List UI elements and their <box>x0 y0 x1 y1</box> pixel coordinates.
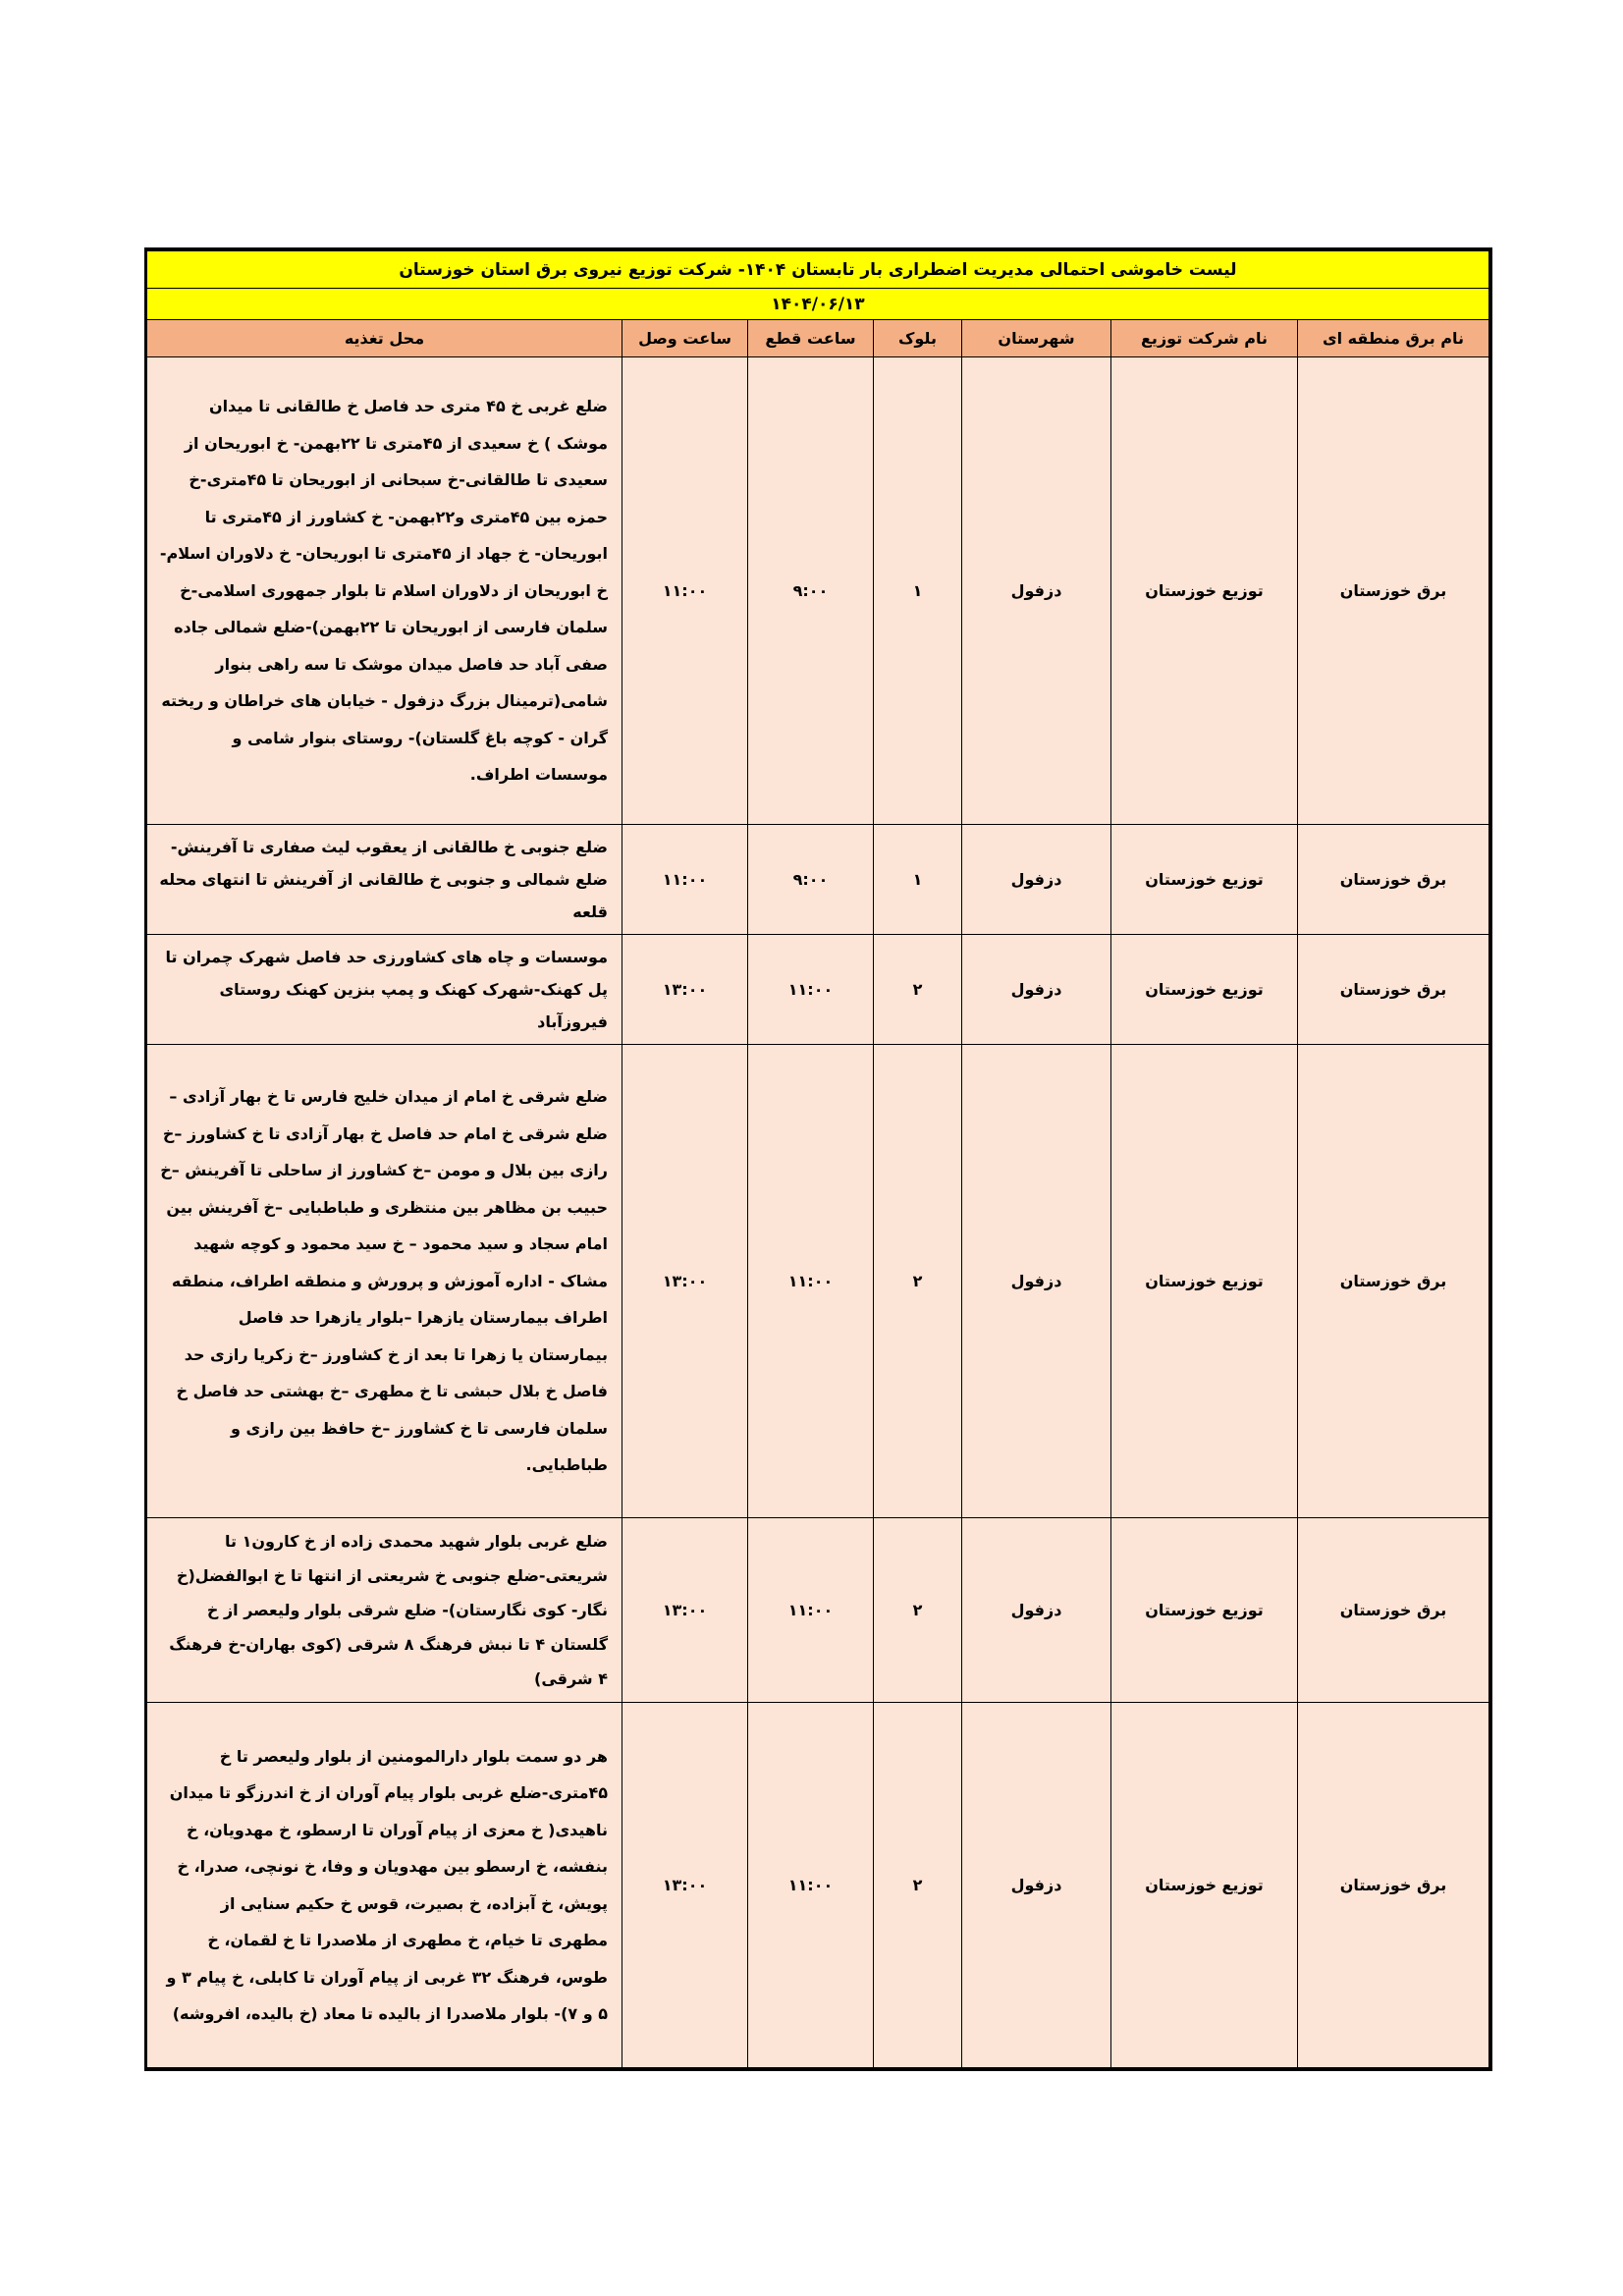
header-row <box>146 320 1488 357</box>
cell-company: توزیع خوزستان <box>1111 1518 1298 1703</box>
cell-company: توزیع خوزستان <box>1111 1045 1298 1518</box>
table-row <box>146 1518 1488 1703</box>
col-header-location: محل تغذیه <box>146 320 622 357</box>
col-header-company: نام شرکت توزیع <box>1111 320 1298 357</box>
cell-connect-time: ۱۳:۰۰ <box>622 935 748 1045</box>
cell-cut-time: ۱۱:۰۰ <box>748 1518 874 1703</box>
cell-city: دزفول <box>962 357 1111 825</box>
cell-connect-time: ۱۳:۰۰ <box>622 1703 748 2068</box>
table-row <box>146 1045 1488 1518</box>
col-header-cut-time: ساعت قطع <box>748 320 874 357</box>
cell-region: برق خوزستان <box>1298 1045 1489 1518</box>
col-header-region: نام برق منطقه ای <box>1298 320 1489 357</box>
cell-connect-time: ۱۱:۰۰ <box>622 825 748 935</box>
cell-connect-time: ۱۳:۰۰ <box>622 1045 748 1518</box>
table-row <box>146 1703 1488 2068</box>
cell-cut-time: ۹:۰۰ <box>748 825 874 935</box>
cell-block: ۲ <box>874 935 962 1045</box>
cell-region: برق خوزستان <box>1298 935 1489 1045</box>
table-row <box>146 935 1488 1045</box>
cell-location: ضلع غربی خ ۴۵ متری حد فاصل خ طالقانی تا میدان موشک ) خ سعیدی از ۴۵متری تا ۲۲بهمن- خ ابوریحان از سعیدی تا طالقانی-خ سبحانی از ابوریحان تا ۴۵متری-خ حمزه بین ۴۵متری و۲۲بهمن- خ کشاورز از ۴۵متری تا ابوریحان- خ جهاد از ۴۵متری تا ابوریحان- خ دلاوران اسلام- خ ابوریحان از دلاوران اسلام تا بلوار جمهوری اسلامی-خ سلمان فارسی از ابوریحان تا ۲۲بهمن)-ضلع شمالی جاده صفی آباد حد فاصل میدان موشک تا سه راهی بنوار شامی(ترمینال بزرگ دزفول - خیابان های خراطان و ریخته گران - کوچه باغ گلستان)- روستای بنوار شامی و موسسات اطراف. <box>146 357 622 825</box>
cell-location: ضلع غربی بلوار شهید محمدی زاده از خ کارون۱ تا شریعتی-ضلع جنوبی خ شریعتی از انتها تا خ ابوالفضل(خ نگار- کوی نگارستان)- ضلع شرقی بلوار ولیعصر از خ گلستان ۴ تا نبش فرهنگ ۸ شرقی (کوی بهاران-خ فرهنگ ۴ شرقی) <box>146 1518 622 1703</box>
cell-city: دزفول <box>962 1045 1111 1518</box>
cell-company: توزیع خوزستان <box>1111 825 1298 935</box>
cell-cut-time: ۱۱:۰۰ <box>748 1703 874 2068</box>
cell-region: برق خوزستان <box>1298 1518 1489 1703</box>
cell-cut-time: ۱۱:۰۰ <box>748 1045 874 1518</box>
cell-region: برق خوزستان <box>1298 825 1489 935</box>
cell-connect-time: ۱۱:۰۰ <box>622 357 748 825</box>
outage-table <box>146 250 1489 2068</box>
cell-location: ضلع جنوبی خ طالقانی از یعقوب لیث صفاری تا آفرینش-ضلع شمالی و جنوبی خ طالقانی از آفرینش تا انتهای محله قلعه <box>146 825 622 935</box>
col-header-connect-time: ساعت وصل <box>622 320 748 357</box>
cell-city: دزفول <box>962 1518 1111 1703</box>
cell-city: دزفول <box>962 1703 1111 2068</box>
cell-city: دزفول <box>962 825 1111 935</box>
cell-region: برق خوزستان <box>1298 1703 1489 2068</box>
cell-location: موسسات و چاه های کشاورزی حد فاصل شهرک چمران تا پل کهنک-شهرک کهنک و پمپ بنزین کهنک روستای فیروزآباد <box>146 935 622 1045</box>
table-date: ۱۴۰۴/۰۶/۱۳ <box>146 289 1488 320</box>
outage-table-sheet <box>144 247 1492 2071</box>
table-row <box>146 357 1488 825</box>
cell-cut-time: ۱۱:۰۰ <box>748 935 874 1045</box>
cell-block: ۲ <box>874 1703 962 2068</box>
cell-cut-time: ۹:۰۰ <box>748 357 874 825</box>
cell-company: توزیع خوزستان <box>1111 357 1298 825</box>
cell-block: ۲ <box>874 1518 962 1703</box>
cell-block: ۱ <box>874 825 962 935</box>
cell-city: دزفول <box>962 935 1111 1045</box>
table-row <box>146 825 1488 935</box>
cell-location: ضلع شرقی خ امام از میدان خلیج فارس تا خ بهار آزادی –ضلع شرقی خ امام حد فاصل خ بهار آزادی تا خ کشاورز –خ رازی بین بلال و مومن –خ کشاورز از ساحلی تا آفرینش –خ حبیب بن مظاهر بین منتظری و طباطبایی –خ آفرینش بین امام سجاد و سید محمود – خ سید محمود و کوچه شهید مشاک - اداره آموزش و پرورش و منطقه اطراف، منطقه اطراف بیمارستان یازهرا –بلوار یازهرا حد فاصل بیمارستان یا زهرا تا بعد از خ کشاورز –خ زکریا رازی حد فاصل خ بلال حبشی تا خ مطهری –خ بهشتی حد فاصل خ سلمان فارسی تا خ کشاورز –خ حافظ بین رازی و طباطبایی. <box>146 1045 622 1518</box>
cell-region: برق خوزستان <box>1298 357 1489 825</box>
cell-block: ۲ <box>874 1045 962 1518</box>
table-title: لیست خاموشی احتمالی مدیریت اضطراری بار تابستان ۱۴۰۴- شرکت توزیع نیروی برق استان خوزستان <box>146 251 1488 289</box>
cell-location: هر دو سمت بلوار دارالمومنین از بلوار ولیعصر تا خ ۴۵متری-ضلع غربی بلوار پیام آوران از خ اندرزگو تا میدان ناهیدی( خ معزی از پیام آوران تا ارسطو، خ مهدویان، خ بنفشه، خ ارسطو بین مهدویان و وفا، خ نونچی، صدرا، خ پویش، خ آبزاده، خ بصیرت، قوس خ حکیم سنایی از مطهری تا خیام، خ مطهری از ملاصدرا تا خ لقمان، خ طوس، فرهنگ ۳۲ غربی از پیام آوران تا کابلی، خ پیام ۳ و ۵ و ۷)- بلوار ملاصدرا از بالیده تا معاد (خ بالیده، افروشه) <box>146 1703 622 2068</box>
col-header-city: شهرستان <box>962 320 1111 357</box>
cell-company: توزیع خوزستان <box>1111 935 1298 1045</box>
cell-company: توزیع خوزستان <box>1111 1703 1298 2068</box>
cell-connect-time: ۱۳:۰۰ <box>622 1518 748 1703</box>
col-header-block: بلوک <box>874 320 962 357</box>
cell-block: ۱ <box>874 357 962 825</box>
